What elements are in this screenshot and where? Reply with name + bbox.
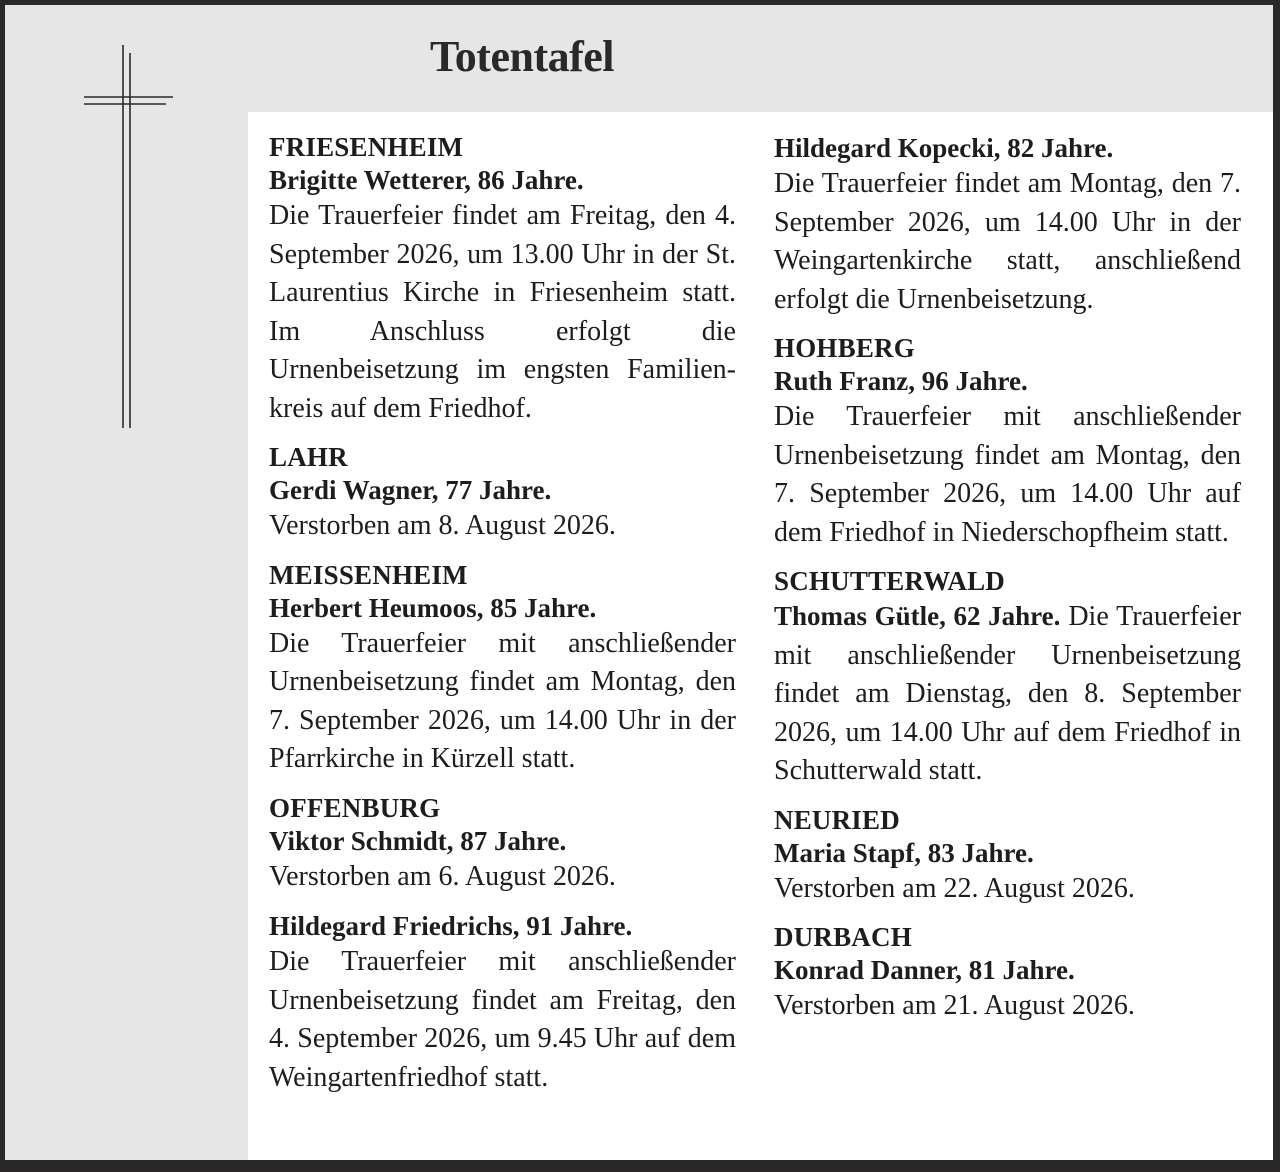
obituary-panel (248, 112, 1273, 1160)
obituary-entry-offenburg (269, 792, 736, 897)
obituary-text: Die Trauerfeier findet am Freitag, den 4. September 2026, um 13.00 Uhr in der St. Laurentius Kirche in Friesenheim statt. Im Anschluss erfolgt die Urnenbeisetzung im engsten Familienkreis auf dem Friedhof. (269, 200, 736, 424)
deceased-name: Brigitte Wetterer, 86 Jahre. (269, 165, 584, 195)
place-heading: OFFENBURG (269, 792, 441, 823)
obituary-text: Die Trauerfeier mit anschließender Urnenbeisetzung findet am Dienstag, den 8. September 2026, um 14.00 Uhr auf dem Friedhof in Schutterwald statt. (774, 601, 1242, 786)
deceased-name: Gerdi Wagner, 77 Jahre. (269, 475, 552, 505)
obituary-frame (5, 5, 1273, 1160)
obituary-text: Verstorben am 21. August 2026. (774, 990, 1135, 1021)
obituary-text: Die Trauerfeier mit anschließender Urnenbeisetzung findet am Montag, den 7. September 2026, um 14.00 Uhr auf dem Friedhof in Niederschopfheim statt. (774, 401, 1241, 548)
obituary-entry-neuried (774, 804, 1241, 909)
obituary-text: Verstorben am 8. August 2026. (269, 510, 616, 541)
place-heading: LAHR (269, 442, 348, 472)
obituary-text: Verstorben am 6. August 2026. (269, 860, 616, 892)
obituary-entry-meissenheim (269, 559, 736, 779)
place-heading: DURBACH (774, 922, 912, 952)
place-heading: FRIESENHEIM (269, 132, 464, 162)
page-title: Totentafel (430, 32, 615, 81)
place-heading: HOHBERG (774, 333, 915, 363)
place-heading: SCHUTTERWALD (774, 566, 1006, 596)
deceased-name: Viktor Schmidt, 87 Jahre. (269, 825, 567, 856)
deceased-name: Herbert Heumoos, 85 Jahre. (269, 592, 597, 623)
deceased-name: Thomas Gütle, 62 Jahre. (774, 601, 1061, 631)
deceased-name: Hildegard Friedrichs, 91 Jahre. (269, 911, 633, 941)
obituary-text: Die Trauerfeier mit anschließender Urnenbeisetzung findet am Freitag, den 4. September 2026, um 9.45 Uhr auf dem Weingartenfriedhof statt. (269, 946, 736, 1093)
obituary-entry-schutterwald (774, 565, 1241, 791)
obituary-entry-durbach (774, 921, 1241, 1026)
right-column (774, 131, 1241, 1039)
obituary-text: Verstorben am 22. August 2026. (774, 872, 1135, 904)
obituary-text: Die Trauerfeier findet am Montag, den 7. September 2026, um 14.00 Uhr in der Weingartenkirche statt, anschließend erfolgt die Urnenbeisetzung. (774, 168, 1241, 315)
obituary-entry-friesenheim (269, 131, 736, 428)
obituary-entry-hohberg (774, 332, 1241, 552)
obituary-entry-offenburg-3 (774, 131, 1241, 319)
deceased-name: Ruth Franz, 96 Jahre. (774, 366, 1028, 396)
place-heading: NEURIED (774, 804, 900, 835)
place-heading: MEISSENHEIM (269, 559, 468, 590)
deceased-name: Maria Stapf, 83 Jahre. (774, 837, 1034, 868)
cross-icon (80, 45, 180, 435)
deceased-name: Konrad Danner, 81 Jahre. (774, 955, 1075, 985)
deceased-name: Hildegard Kopecki, 82 Jahre. (774, 133, 1114, 163)
obituary-text-with-name (774, 597, 1241, 791)
obituary-text: Die Trauerfeier mit anschließender Urnenbeisetzung findet am Montag, den 7. September 2026, um 14.00 Uhr in der Pfarrkirche in Kürzell statt. (269, 627, 736, 774)
obituary-entry-lahr (269, 441, 736, 546)
left-column (269, 131, 736, 1110)
obituary-entry-offenburg-2 (269, 909, 736, 1097)
